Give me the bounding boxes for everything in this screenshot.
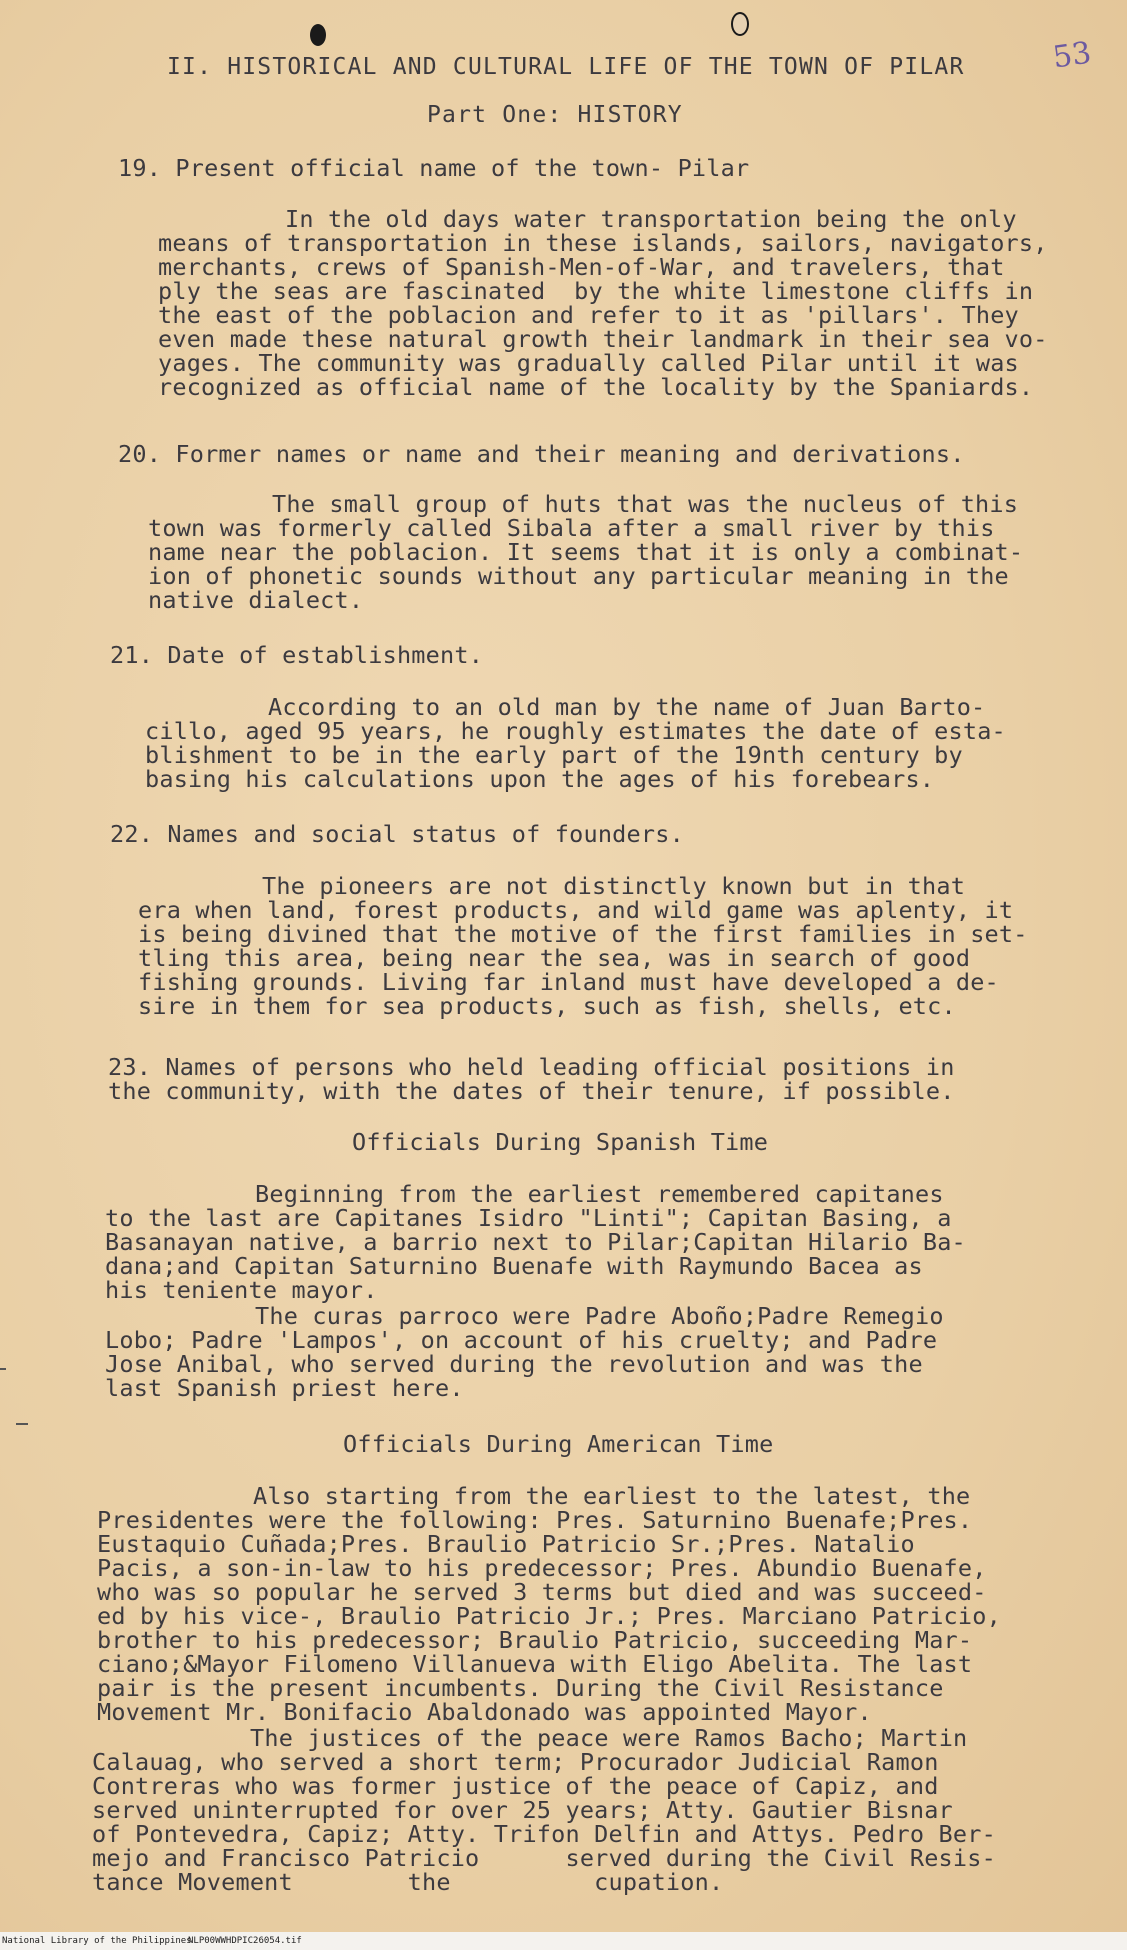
text-line: tance Movement the cupation. [92, 1868, 724, 1896]
item-22-heading: 22. Names and social status of founders. [110, 820, 684, 848]
part-heading: Part One: HISTORY [427, 102, 683, 128]
text-line: In the old days water transportation being the only [285, 205, 1017, 233]
text-line: who was so popular he served 3 terms but died and was succeed- [97, 1578, 987, 1606]
text-line: The justices of the peace were Ramos Bacho; Martin [250, 1724, 968, 1752]
text-line: Lobo; Padre 'Lampos', on account of his cruelty; and Padre [105, 1326, 938, 1354]
text-line: According to an old man by the name of Juan Barto- [268, 693, 986, 721]
text-line: yages. The community was gradually called Pilar until it was [158, 349, 1019, 377]
item-20-heading: 20. Former names or name and their meaning and derivations. [118, 440, 965, 468]
text-line: of Pontevedra, Capiz; Atty. Trifon Delfin and Attys. Pedro Ber- [92, 1820, 996, 1848]
text-line: Pacis, a son-in-law to his predecessor; Pres. Abundio Buenafe, [97, 1554, 987, 1582]
text-line: last Spanish priest here. [105, 1374, 464, 1402]
item-21-heading: 21. Date of establishment. [110, 641, 484, 669]
archive-footer [0, 1932, 1127, 1950]
text-line: pair is the present incumbents. During the Civil Resistance [97, 1674, 944, 1702]
margin-mark [16, 1423, 28, 1425]
text-line: ion of phonetic sounds without any particular meaning in the [148, 562, 1009, 590]
text-line: Beginning from the earliest remembered capitanes [255, 1180, 944, 1208]
text-line: ed by his vice-, Braulio Patricio Jr.; Pres. Marciano Patricio, [97, 1602, 1001, 1630]
text-line: the community, with the dates of their tenure, if possible. [108, 1077, 955, 1105]
text-line: Eustaquio Cuñada;Pres. Braulio Patricio Sr.;Pres. Natalio [97, 1530, 915, 1558]
text-line: Movement Mr. Bonifacio Abaldonado was appointed Mayor. [97, 1698, 872, 1726]
text-line: Also starting from the earliest to the latest, the [253, 1482, 971, 1510]
footer-file-id: NLP00WWHDPIC26054.tif [188, 1936, 302, 1946]
page-number: 53 [1050, 35, 1094, 76]
text-line: basing his calculations upon the ages of his forebears. [145, 765, 935, 793]
item-23-heading: 23. Names of persons who held leading official positions in [108, 1053, 955, 1081]
text-line: native dialect. [148, 586, 364, 614]
text-line: Jose Anibal, who served during the revolution and was the [105, 1350, 923, 1378]
text-line: fishing grounds. Living far inland must have developed a de- [138, 968, 999, 996]
text-line: means of transportation in these islands, sailors, navigators, [158, 229, 1048, 257]
text-line: even made these natural growth their landmark in their sea vo- [158, 325, 1048, 353]
punch-hole-right [731, 12, 749, 36]
text-line: The pioneers are not distinctly known but in that [262, 872, 966, 900]
text-line: ply the seas are fascinated by the white limestone cliffs in [158, 277, 1034, 305]
text-line: town was formerly called Sibala after a small river by this [148, 514, 995, 542]
text-line: ciano;&Mayor Filomeno Villanueva with Eligo Abelita. The last [97, 1650, 973, 1678]
text-line: brother to his predecessor; Braulio Patricio, succeeding Mar- [97, 1626, 973, 1654]
document-title: II. HISTORICAL AND CULTURAL LIFE OF THE TOWN OF PILAR [167, 54, 965, 80]
text-line: served uninterrupted for over 25 years; Atty. Gautier Bisnar [92, 1796, 953, 1824]
subheading-american-time: Officials During American Time [343, 1430, 774, 1458]
text-line: Contreras who was former justice of the peace of Capiz, and [92, 1772, 939, 1800]
text-line: The small group of huts that was the nucleus of this [272, 490, 1019, 518]
text-line: The curas parroco were Padre Aboño;Padre Remegio [255, 1302, 944, 1330]
punch-hole-left [310, 24, 326, 46]
text-line: the east of the poblacion and refer to it as 'pillars'. They [158, 301, 1019, 329]
text-line: cillo, aged 95 years, he roughly estimates the date of esta- [145, 717, 1006, 745]
footer-library: National Library of the Philippines [2, 1936, 192, 1946]
text-line: his teniente mayor. [105, 1276, 378, 1304]
text-line: sire in them for sea products, such as fish, shells, etc. [138, 992, 956, 1020]
text-line: merchants, crews of Spanish-Men-of-War, and travelers, that [158, 253, 1005, 281]
text-line: dana;and Capitan Saturnino Buenafe with Raymundo Bacea as [105, 1252, 923, 1280]
subheading-spanish-time: Officials During Spanish Time [352, 1128, 769, 1156]
text-line: era when land, forest products, and wild game was aplenty, it [138, 896, 1014, 924]
text-line: Presidentes were the following: Pres. Saturnino Buenafe;Pres. [97, 1506, 973, 1534]
text-line: recognized as official name of the locality by the Spaniards. [158, 373, 1034, 401]
text-line: to the last are Capitanes Isidro "Linti"; Capitan Basing, a [105, 1204, 952, 1232]
text-line: tling this area, being near the sea, was in search of good [138, 944, 971, 972]
text-line: mejo and Francisco Patricio served during the Civil Resis- [92, 1844, 996, 1872]
text-line: is being divined that the motive of the first families in set- [138, 920, 1028, 948]
text-line: blishment to be in the early part of the 19nth century by [145, 741, 963, 769]
text-line: Basanayan native, a barrio next to Pilar;Capitan Hilario Ba- [105, 1228, 966, 1256]
margin-mark [0, 1368, 6, 1370]
text-line: name near the poblacion. It seems that it is only a combinat- [148, 538, 1024, 566]
item-19-heading: 19. Present official name of the town- Pilar [118, 154, 750, 182]
text-line: Calauag, who served a short term; Procurador Judicial Ramon [92, 1748, 939, 1776]
